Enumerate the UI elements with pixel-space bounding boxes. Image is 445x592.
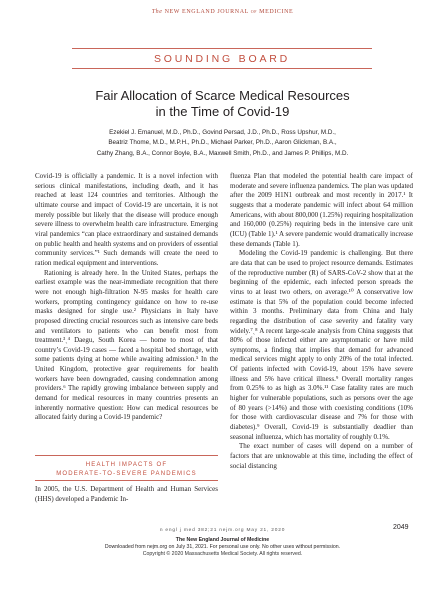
article-title-line-2: in the Time of Covid-19 xyxy=(155,104,290,119)
download-journal-name: The New England Journal of Medicine xyxy=(175,537,270,543)
paragraph: Rationing is already here. In the United States, perhaps the earliest example was the near-immediate recognition that there were not enough high-filtration N-95 masks for health care workers, prompting contingency guidance on how to re-use masks designed for single use.² Physicians in Italy have proposed directing crucial resources such as intensive care beds and ventilators to patients who can benefit most from treatment.³ˎ⁴ Daegu, South Korea — home to most of that country’s Covid-19 cases — faced a hospital bed shortage, with some patients dying at home while awaiting admission.⁵ In the United Kingdom, protective gear requirements for health workers have been downgraded, causing condemnation among providers.⁶ The rapidly growing imbalance between supply and demand for medical resources in many countries presents an inherently normative question: How can medical resources be allocated fairly during a Covid-19 pandemic? xyxy=(35,268,218,422)
subsection-heading-line-2: MODERATE-TO-SEVERE PANDEMICS xyxy=(56,470,197,477)
masthead-journal-name: NEW ENGLAND JOURNAL of MEDICINE xyxy=(164,9,294,15)
paragraph: fluenza Plan that modeled the potential health care impact of moderate and severe influenza pandemics. The plan was updated after the 2009 H1N1 outbreak and most recently in 2017.¹ It suggests that a moderate pandemic will infect about 64 million Americans, with about 800,000 (1.25%) requiring hospitalization and 160,000 (0.25%) requiring beds in the intensive care unit (ICU) (Table 1).¹ A severe pandemic would dramatically increase these demands (Table 1). xyxy=(230,172,413,248)
author-line-2: Beatriz Thome, M.D., M.P.H., Ph.D., Michael Parker, Ph.D., Aaron Glickman, B.A., xyxy=(108,139,337,147)
subsection xyxy=(35,455,218,504)
subsection-paragraph: In 2005, the U.S. Department of Health and Human Services (HHS) developed a Pandemic In- xyxy=(35,485,218,503)
paragraph: Modeling the Covid-19 pandemic is challenging. But there are data that can be used to project resource demands. Estimates of the reproductive number (R) of SARS-CoV-2 show that at the beginning of the epidemic, each infected person spreads the virus to at least two others, on average.¹⁰ A conservative low estimate is that 5% of the population could become infected within 3 months. Preliminary data from China and Italy regarding the distribution of case severity and fatality vary widely.⁷ˎ⁸ A recent large-scale analysis from China suggests that 80% of those infected either are asymptomatic or have mild symptoms, a finding that implies that demand for advanced medical services might apply to only 20% of the total infected. Of patients infected with Covid-19, about 15% have severe illness and 5% have critical illness.⁹ Overall mortality ranges from 0.25% to as high as 3.0%.¹¹ Case fatality rates are much higher for vulnerable populations, such as persons over the age of 80 years (>14%) and those with coexisting conditions (10% for those with cardiovascular disease and 7% for those with diabetes).⁹ Overall, Covid-19 is substantially deadlier than seasonal influenza, which has mortality of roughly 0.1%. xyxy=(230,249,413,441)
masthead-the: The xyxy=(151,9,163,15)
author-list xyxy=(56,128,389,159)
citation-footer: n engl j med 382;21 nejm.org May 21, 2020 xyxy=(159,528,286,533)
subsection-heading-line-1: HEALTH IMPACTS OF xyxy=(85,462,168,468)
download-statement: Downloaded from nejm.org on July 31, 2021. For personal use only. No other uses without permission. xyxy=(104,544,341,551)
section-bottom-rule xyxy=(72,68,372,69)
page-number: 2049 xyxy=(393,524,409,531)
journal-masthead xyxy=(0,9,445,15)
body-column-left xyxy=(35,172,218,423)
section-label: SOUNDING BOARD xyxy=(153,53,291,65)
body-column-right xyxy=(230,172,413,471)
article-title-line-1: Fair Allocation of Scarce Medical Resources xyxy=(95,88,350,103)
author-line-3: Cathy Zhang, B.A., Connor Boyle, B.A., Maxwell Smith, Ph.D., and James P. Phillips, M.D. xyxy=(96,149,349,157)
copyright-statement: Copyright © 2020 Massachusetts Medical Society. All rights reserved. xyxy=(142,551,303,558)
author-line-1: Ezekiel J. Emanuel, M.D., Ph.D., Govind Persad, J.D., Ph.D., Ross Upshur, M.D., xyxy=(109,129,336,136)
subsection-rule xyxy=(35,480,218,481)
download-notice xyxy=(0,537,445,559)
article-title xyxy=(40,88,405,120)
paragraph: Covid-19 is officially a pandemic. It is a novel infection with serious clinical manifestations, including death, and it has reached at least 124 countries and territories. Although the ultimate course and impact of Covid-19 are uncertain, it is not merely possible but likely that the disease will produce enough severe illness to overwhelm health care infrastructure. Emerging viral pandemics “can place extraordinary and sustained demands on public health and health systems and on providers of essential community services.”¹ Such demands will create the need to ration medical equipment and interventions. xyxy=(35,172,218,267)
paragraph: The exact number of cases will depend on a number of factors that are unknowable at this time, including the effect of social distancing xyxy=(230,442,413,470)
subsection-heading xyxy=(35,456,218,480)
section-header xyxy=(72,48,372,69)
